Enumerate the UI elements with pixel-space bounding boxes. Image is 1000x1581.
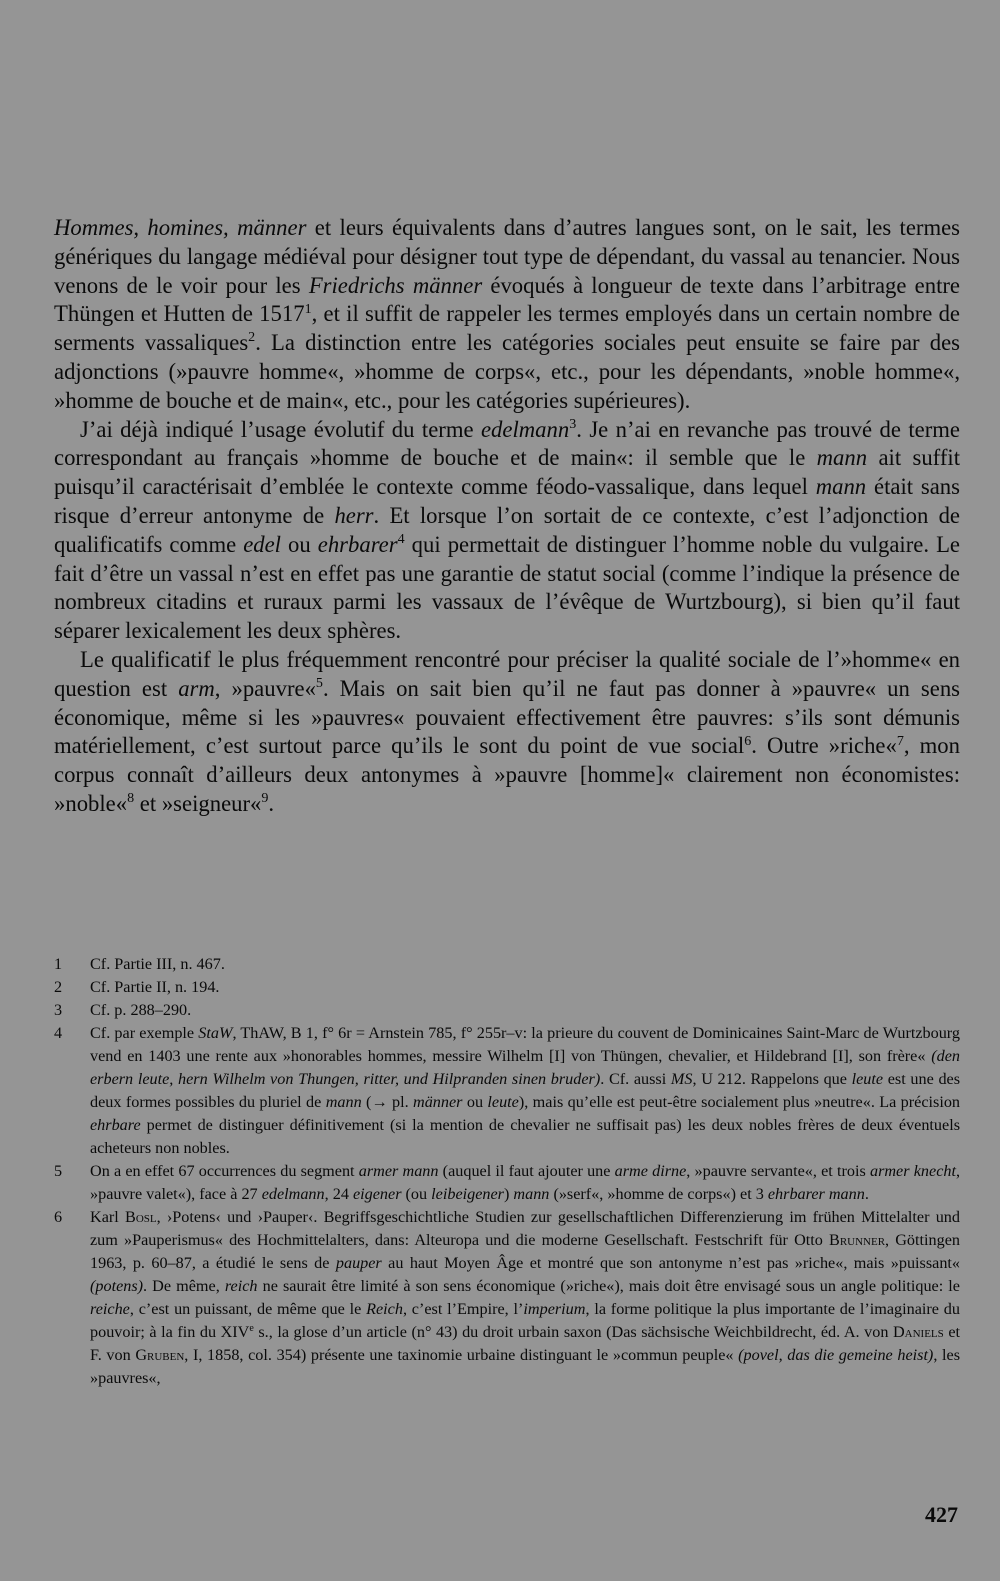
text-span: , ThAW, B 1, f° 6r = Arnstein 785, f° 255r–v: la prieure du couvent de Dominicaines Saint-Marc de Wurtzbourg vend en 1403 une rente aux »honorables hommes, messire Wilhelm [I] von Thüngen, chevalier, et Hildebrand [I], son frère« (90, 1024, 960, 1065)
footnote-text (90, 976, 960, 999)
text-span: au haut Moyen Âge et montré que son antonyme n’est pas »riche«, mais »puissant« (381, 1254, 961, 1272)
italic-span: armer knecht (869, 1162, 956, 1180)
italic-span: leute (487, 1093, 519, 1111)
italic-span: mann (513, 1185, 550, 1203)
note-ref: 3 (569, 415, 577, 432)
text-span: , la forme politique la plus importante de l’imaginaire du pouvoir; à la fin du XIV (90, 1300, 960, 1341)
italic-span: reiche (90, 1300, 130, 1318)
footnote-text (90, 1160, 960, 1206)
italic-span: edel (243, 531, 281, 557)
italic-span: StaW (198, 1024, 233, 1042)
paragraph (54, 646, 960, 819)
text-span: , I, 1858, col. 354) présente une taxinomie urbaine distinguant le »commun peuple« (184, 1346, 739, 1364)
note-ref: 7 (896, 732, 904, 749)
footnote-number: 2 (54, 978, 63, 996)
text-span: Karl (90, 1208, 126, 1226)
italic-span: männer (413, 1093, 463, 1111)
italic-span: edelmann (261, 1185, 325, 1203)
footnote-number: 1 (54, 955, 63, 973)
italic-span: leibeigener (431, 1185, 504, 1203)
author-name: Bosl (125, 1208, 157, 1226)
italic-span: arme dirne (614, 1162, 687, 1180)
italic-span: imperium (523, 1300, 586, 1318)
footnote-number: 4 (54, 1024, 63, 1042)
note-ref: 6 (744, 732, 752, 749)
italic-span: eigener (352, 1185, 402, 1203)
footnote (54, 1160, 960, 1206)
italic-span: Reich (366, 1300, 403, 1318)
main-text (54, 214, 960, 819)
author-name: Brunner (829, 1231, 886, 1249)
text-span: , »pauvre servante«, et trois (686, 1162, 870, 1180)
text-span: (»serf«, »homme de corps«) et 3 (549, 1185, 768, 1203)
text-span: , »pauvre« (214, 675, 316, 701)
text-span: Cf. Partie III, n. 467. (90, 955, 225, 973)
text-span: ou (281, 531, 318, 557)
note-ref: 2 (248, 329, 256, 346)
text-span: Cf. Partie II, n. 194. (90, 978, 220, 996)
text-span: J’ai déjà indiqué l’usage évolutif du terme (80, 416, 481, 442)
footnotes (54, 953, 960, 1390)
italic-span: (potens) (90, 1277, 144, 1295)
text-span: , »pauvre valet«), face à 27 (90, 1162, 961, 1203)
italic-span: arm (178, 675, 215, 701)
footnote-text (90, 953, 960, 976)
footnote-number: 5 (54, 1162, 63, 1180)
footnote-text (90, 999, 960, 1022)
text-span: , Göttingen 1963, p. 60–87, a étudié le sens de (90, 1231, 960, 1272)
footnote-text (90, 1206, 960, 1390)
text-span: , c’est un puissant, de même que le (129, 1300, 367, 1318)
text-span: et »seigneur« (134, 790, 262, 816)
note-ref: 4 (397, 531, 405, 548)
note-ref: 1 (304, 300, 312, 317)
text-span: , ›Potens‹ und ›Pauper‹. Begriffsgeschichtliche Studien zur gesellschaftlichen Differenzierung im frühen Mittelalter und zum »Pauperismus« des Hochmittelalters, dans: Alteuropa und die moderne Gesellschaft. Festschrift für Otto (90, 1208, 960, 1249)
text-span: . Et lorsque l’on sortait de ce contexte, c’est l’adjonction de qualificatifs comme (54, 502, 960, 557)
text-span: ) (503, 1185, 514, 1203)
italic-span: pauper (335, 1254, 382, 1272)
author-name: Daniels (892, 1323, 944, 1341)
text-span: ), mais qu’elle est peut-être socialement plus »neutre«. La précision (518, 1093, 961, 1111)
footnote-number: 6 (54, 1208, 63, 1226)
italic-span: edelmann (480, 416, 570, 442)
italic-span: mann (816, 445, 868, 471)
italic-span: Friedrichs männer (308, 272, 483, 298)
italic-span: (den erbern leute, hern Wilhelm von Thungen, ritter, und Hilpranden sinen bruder) (90, 1047, 960, 1088)
italic-span: ehrbarer mann (767, 1185, 865, 1203)
text-span: . La distinction entre les catégories sociales peut ensuite se faire par des adjonctions (»pauvre homme«, »homme de corps«, etc., pour les dépendants, »noble homme«, »homme de bouche et de main«, etc., pour les catégories supérieures). (54, 330, 961, 413)
italic-span: Hommes, homines, männer (54, 215, 307, 240)
footnote-text (90, 1022, 960, 1160)
italic-span: ehrbare (90, 1116, 141, 1134)
text-span: Le qualificatif le plus fréquemment rencontré pour préciser la qualité sociale de l’»homme« en question est (54, 646, 960, 701)
text-span: ne saurait être limité à son sens économique (»riche«), mais doit être envisagé sous un angle politique: le (257, 1277, 960, 1295)
text-span: Cf. par exemple (90, 1024, 199, 1042)
text-span: (→ pl. (361, 1093, 414, 1111)
text-span: (auquel il faut ajouter une (438, 1162, 615, 1180)
text-span: Cf. p. 288–290. (90, 1001, 192, 1019)
footnote (54, 1022, 960, 1160)
italic-span: reich (224, 1277, 258, 1295)
text-span: , les »pauvres«, (90, 1346, 960, 1387)
footnote (54, 953, 960, 976)
italic-span: herr (334, 502, 374, 528)
text-span: , 24 (324, 1185, 353, 1203)
text-span: . Je n’ai en revanche pas trouvé de terme correspondant au français »homme de bouche et de main«: il semble que le (54, 416, 960, 471)
text-span: qui permettait de distinguer l’homme noble du vulgaire. Le fait d’être un vassal n’est en effet pas une garantie de statut social (comme l’indique la présence de nombreux citadins et ruraux parmi les vassaux de l’évêque de Wurtzbourg), si bien qu’il faut séparer lexicalement les deux sphères. (54, 531, 960, 644)
text-span: , mon corpus connaît d’ailleurs deux antonymes à »pauvre [homme]« clairement non économistes: »noble« (54, 733, 960, 816)
text-span: . (864, 1185, 869, 1203)
italic-span: MS (670, 1070, 693, 1088)
italic-span: (povel, das die gemeine heist) (738, 1346, 934, 1364)
italic-span: mann (325, 1093, 362, 1111)
note-ref: 5 (315, 675, 323, 692)
paragraph (54, 416, 960, 646)
text-span: ait suffit puisqu’il caractérisait d’emblée le contexte comme féodo-vassalique, dans lequel (54, 445, 960, 500)
text-span: . De même, (143, 1277, 225, 1295)
text-span: , c’est l’Empire, l’ (402, 1300, 524, 1318)
italic-span: mann (815, 474, 867, 500)
note-ref: e (249, 1322, 254, 1334)
text-span: évoqués à longueur de texte dans l’arbitrage entre Thüngen et Hutten de 1517 (54, 272, 961, 327)
note-ref: 9 (261, 790, 269, 807)
text-span: , U 212. Rappelons que (692, 1070, 852, 1088)
footnote (54, 976, 960, 999)
author-name: Gruben (135, 1346, 185, 1364)
text-span: permet de distinguer définitivement (si la mention de chevalier ne suffisait pas) les deux nobles frères de deux éventuels acheteurs non nobles. (90, 1116, 960, 1157)
text-span: (ou (401, 1185, 432, 1203)
text-span: s., la glose d’un article (n° 43) du droit urbain saxon (Das sächsische Weichbildrecht, éd. A. von (253, 1323, 893, 1341)
text-span: était sans risque d’erreur antonyme de (54, 474, 960, 528)
note-ref: 8 (127, 790, 135, 807)
text-span: est une des deux formes possibles du pluriel de (90, 1070, 961, 1111)
text-span: . Cf. aussi (600, 1070, 671, 1088)
italic-span: armer mann (358, 1162, 439, 1180)
italic-span: leute (851, 1070, 884, 1088)
footnote (54, 1206, 960, 1390)
text-span: On a en effet 67 occurrences du segment (90, 1162, 359, 1180)
footnote-number: 3 (54, 1001, 63, 1019)
italic-span: ehrbarer (317, 531, 398, 557)
text-span: . Outre »riche« (751, 733, 897, 759)
paragraph (54, 214, 960, 416)
text-span: , et il suffit de rappeler les termes employés dans un certain nombre de serments vassaliques (54, 301, 961, 356)
text-span: et leurs équivalents dans d’autres langues sont, on le sait, les termes génériques du langage médiéval pour désigner tout type de dépendant, du vassal au tenancier. Nous venons de le voir pour les (54, 215, 961, 298)
page-number: 427 (925, 1502, 958, 1527)
text-span: . (268, 790, 275, 816)
text-span: ou (462, 1093, 488, 1111)
text-span: et F. von (90, 1323, 961, 1364)
text-span: . Mais on sait bien qu’il ne faut pas donner à »pauvre« un sens économique, même si les »pauvres« pouvaient effectivement être pauvres: s’ils sont démunis matériellement, c’est surtout parce qu’ils le sont du point de vue social (54, 675, 960, 759)
footnote (54, 999, 960, 1022)
